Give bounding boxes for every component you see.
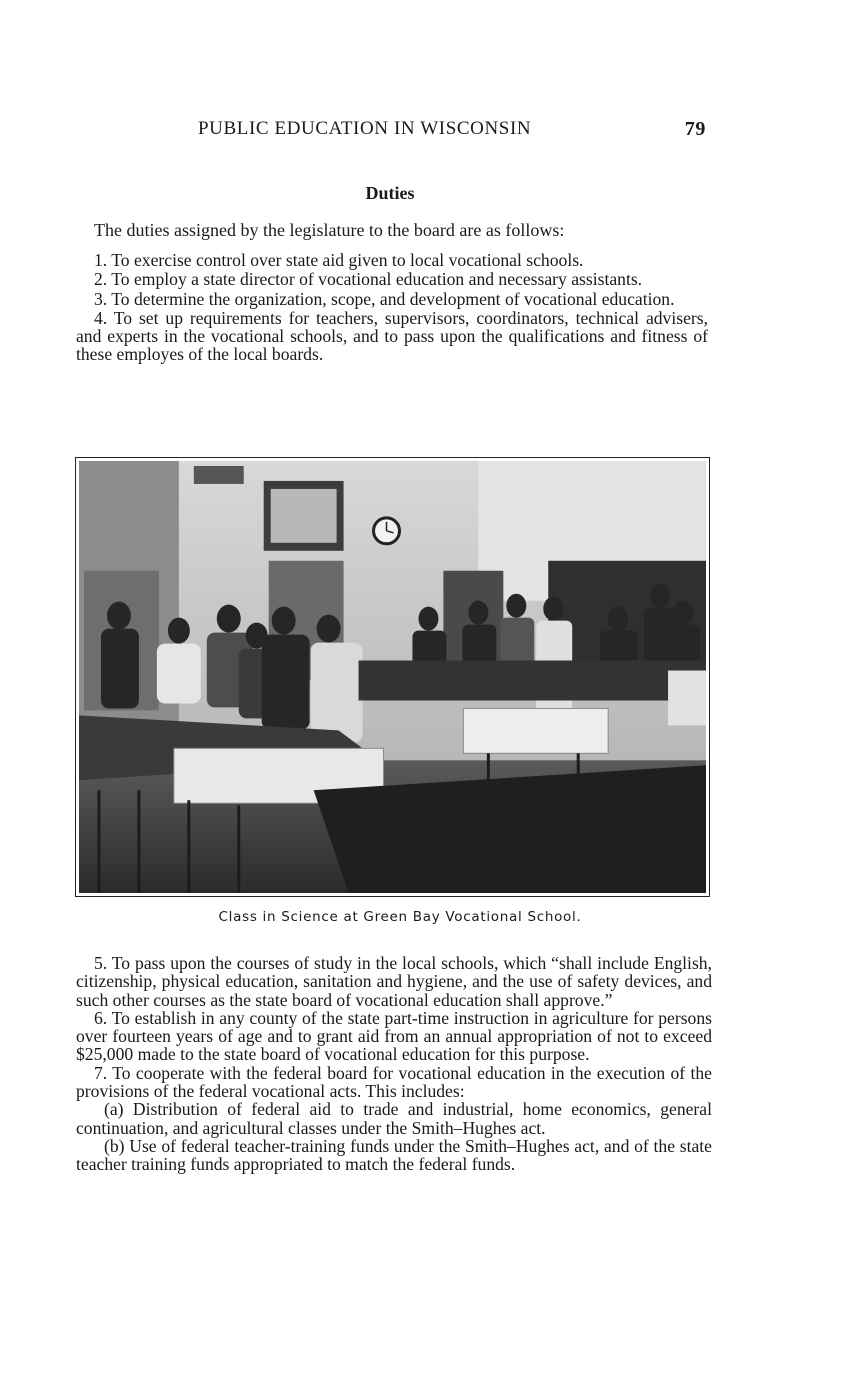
intro-paragraph bbox=[76, 221, 708, 239]
duty-item-4: 4. To set up requirements for teachers, supervisors, coordinators, technical advisers, and experts in the vocational schools, and to pass upon the qualifications and fitness of these employes of the local boards. bbox=[76, 307, 708, 365]
running-head bbox=[198, 118, 708, 144]
duty-item-3: 3. To determine the organization, scope, and development of vocational education. bbox=[94, 288, 675, 309]
classroom-photo bbox=[75, 457, 710, 897]
duty-item-2: 2. To employ a state director of vocational education and necessary assistants. bbox=[94, 269, 643, 290]
duty-item-7: 7. To cooperate with the federal board for vocational education in the execution of the provisions of the federal vocational acts. This includes: bbox=[76, 1062, 712, 1102]
classroom-photo-image bbox=[79, 461, 706, 893]
section-title: Duties bbox=[365, 183, 415, 203]
duties-list-top bbox=[76, 251, 708, 365]
photo-caption: Class in Science at Green Bay Vocational School. bbox=[218, 909, 582, 925]
running-title: PUBLIC EDUCATION IN WISCONSIN bbox=[198, 118, 532, 139]
page-number: 79 bbox=[684, 118, 706, 140]
duty-item-1: 1. To exercise control over state aid given to local vocational schools. bbox=[94, 250, 584, 270]
duties-list-bottom bbox=[76, 954, 712, 1174]
sub-item-a: (a) Distribution of federal aid to trade and industrial, home economics, general continuation, and agricultural classes under the Smith–Hughes act. bbox=[76, 1099, 712, 1138]
sub-item-b: (b) Use of federal teacher-training funds under the Smith–Hughes act, and of the state teacher training funds appropriated to match the federal funds. bbox=[76, 1135, 712, 1175]
intro-text: The duties assigned by the legislature to the board are as follows: bbox=[94, 220, 565, 240]
duty-item-6: 6. To establish in any county of the state part-time instruction in agriculture for persons over fourteen years of age and to grant aid from an annual appropriation of not to exceed $25,000 made to the state board of vocational education for this purpose. bbox=[76, 1007, 712, 1065]
duty-item-5: 5. To pass upon the courses of study in the local schools, which “shall include English, citizenship, physical education, sanitation and hygiene, and the use of safety devices, and such other courses as the state board of vocational education shall approve.” bbox=[76, 953, 712, 1010]
